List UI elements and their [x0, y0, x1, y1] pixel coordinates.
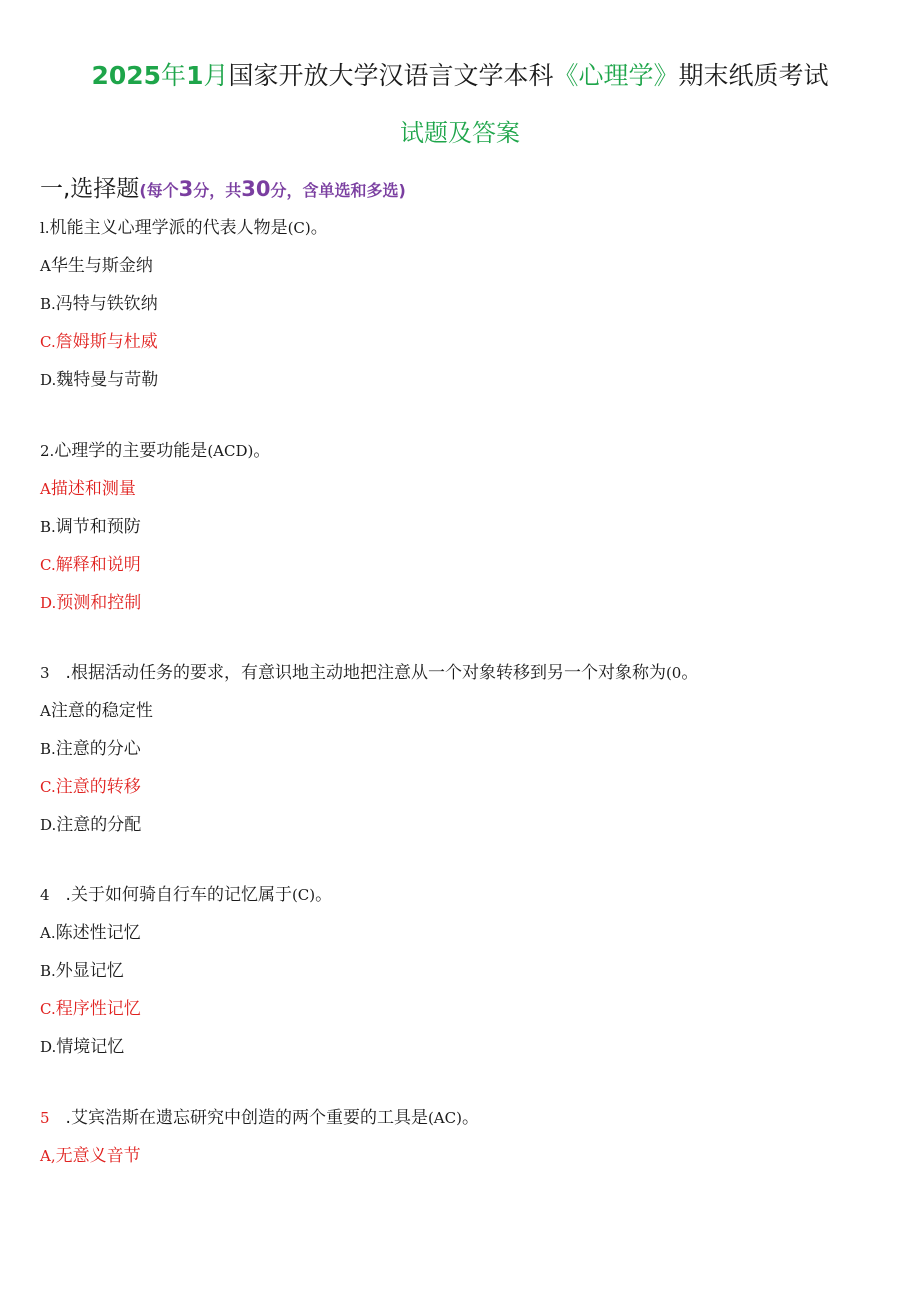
option-2d-correct: D.预测和控制 — [40, 593, 142, 613]
option-3b: B.注意的分心 — [40, 739, 141, 759]
answer-key: (AC) — [427, 1109, 462, 1127]
document-title — [0, 58, 920, 94]
question-1: l.机能主义心理学派的代表人物是(C)。 — [40, 218, 328, 238]
title-part2: 期末纸质考试 — [678, 61, 829, 90]
answer-key: (C) — [287, 219, 311, 237]
option-5a-correct: A,无意义音节 — [40, 1146, 141, 1166]
option-1d: D.魏特曼与苛勒 — [40, 370, 159, 390]
option-4a: A.陈述性记忆 — [40, 923, 141, 943]
option-3d: D.注意的分配 — [40, 815, 142, 835]
option-1c-correct: C.詹姆斯与杜威 — [40, 332, 158, 352]
document-subtitle: 试题及答案 — [400, 119, 520, 147]
section-note: (每个3分，共30分，含单选和多选) — [139, 177, 406, 201]
question-3: 3 .根据活动任务的要求，有意识地主动地把注意从一个对象转移到另一个对象称为(0。 — [40, 663, 699, 683]
title-part1: 国家开放大学汉语言文学本科 — [228, 61, 554, 90]
answer-key: (0 — [665, 664, 682, 682]
option-4c-correct: C.程序性记忆 — [40, 999, 141, 1019]
title-course: 《心理学》 — [553, 61, 679, 90]
question-5: 5 .艾宾浩斯在遗忘研究中创造的两个重要的工具是(AC)。 — [40, 1108, 479, 1128]
title-year: 2025 — [91, 61, 162, 90]
title-month: 1 — [186, 61, 204, 90]
option-4b: B.外显记忆 — [40, 961, 124, 981]
answer-key: (C) — [291, 886, 316, 904]
title-month-suffix: 月 — [203, 61, 229, 90]
question-4: 4 .关于如何骑自行车的记忆属于(C)。 — [40, 885, 333, 905]
answer-key: (ACD) — [207, 442, 254, 460]
section-heading — [40, 170, 406, 203]
option-2b: B.调节和预防 — [40, 517, 141, 537]
option-3c-correct: C.注意的转移 — [40, 777, 141, 797]
section-title: 一,选择题 — [40, 176, 140, 202]
question-2: 2.心理学的主要功能是(ACD)。 — [40, 441, 271, 461]
option-1b: B.冯特与铁钦纳 — [40, 294, 158, 314]
option-2c-correct: C.解释和说明 — [40, 555, 141, 575]
title-year-suffix: 年 — [161, 61, 187, 90]
option-1a: A华生与斯金纳 — [40, 256, 153, 276]
option-3a: A注意的稳定性 — [40, 701, 153, 721]
option-2a-correct: A描述和测量 — [40, 479, 136, 499]
option-4d: D.情境记忆 — [40, 1037, 125, 1057]
